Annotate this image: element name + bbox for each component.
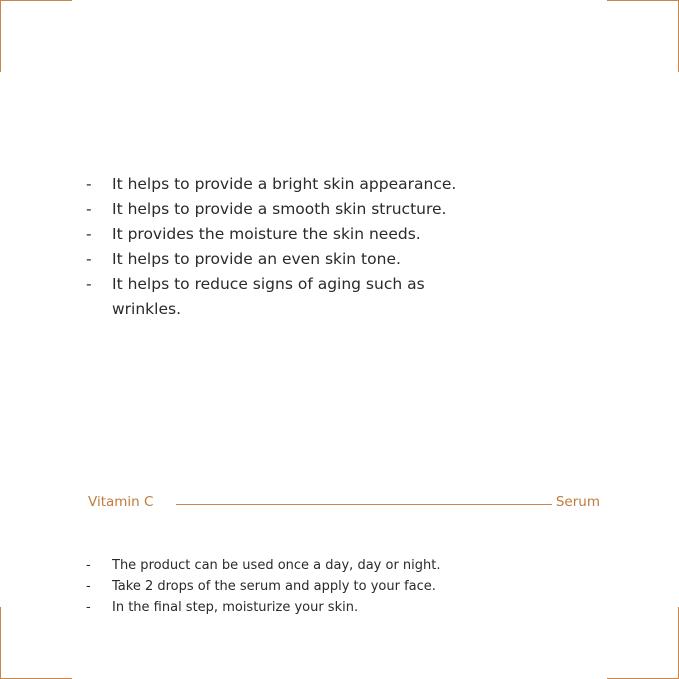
usage-item xyxy=(86,555,506,576)
benefit-item xyxy=(86,172,486,197)
list-dash: - xyxy=(86,175,92,193)
usage-item xyxy=(86,597,506,618)
corner-line-horizontal xyxy=(0,0,72,1)
list-dash: - xyxy=(86,579,91,594)
product-name-left: Vitamin C xyxy=(88,494,154,510)
list-dash: - xyxy=(86,200,92,218)
benefit-text: It provides the moisture the skin needs. xyxy=(112,225,421,243)
product-name-divider xyxy=(88,494,600,514)
list-dash: - xyxy=(86,558,91,573)
benefit-item xyxy=(86,247,486,272)
usage-text: In the final step, moisturize your skin. xyxy=(112,600,359,615)
list-dash: - xyxy=(86,225,92,243)
list-dash: - xyxy=(86,250,92,268)
usage-text: Take 2 drops of the serum and apply to your face. xyxy=(112,579,436,594)
benefit-text: It helps to provide a smooth skin structure. xyxy=(112,200,447,218)
corner-line-vertical xyxy=(0,607,1,679)
list-dash: - xyxy=(86,275,92,293)
usage-text: The product can be used once a day, day or night. xyxy=(112,558,441,573)
benefit-text: It helps to provide a bright skin appearance. xyxy=(112,175,457,193)
corner-line-horizontal xyxy=(607,0,679,1)
corner-line-vertical xyxy=(0,0,1,72)
benefit-item xyxy=(86,272,486,322)
usage-list xyxy=(86,555,506,618)
list-dash: - xyxy=(86,600,91,615)
product-name-right: Serum xyxy=(555,494,600,510)
divider-rule xyxy=(176,504,552,505)
benefit-text: It helps to provide an even skin tone. xyxy=(112,250,401,268)
usage-item xyxy=(86,576,506,597)
benefit-text: It helps to reduce signs of aging such as wrinkles. xyxy=(112,275,425,318)
benefits-list xyxy=(86,172,486,322)
benefit-item xyxy=(86,222,486,247)
benefit-item xyxy=(86,197,486,222)
